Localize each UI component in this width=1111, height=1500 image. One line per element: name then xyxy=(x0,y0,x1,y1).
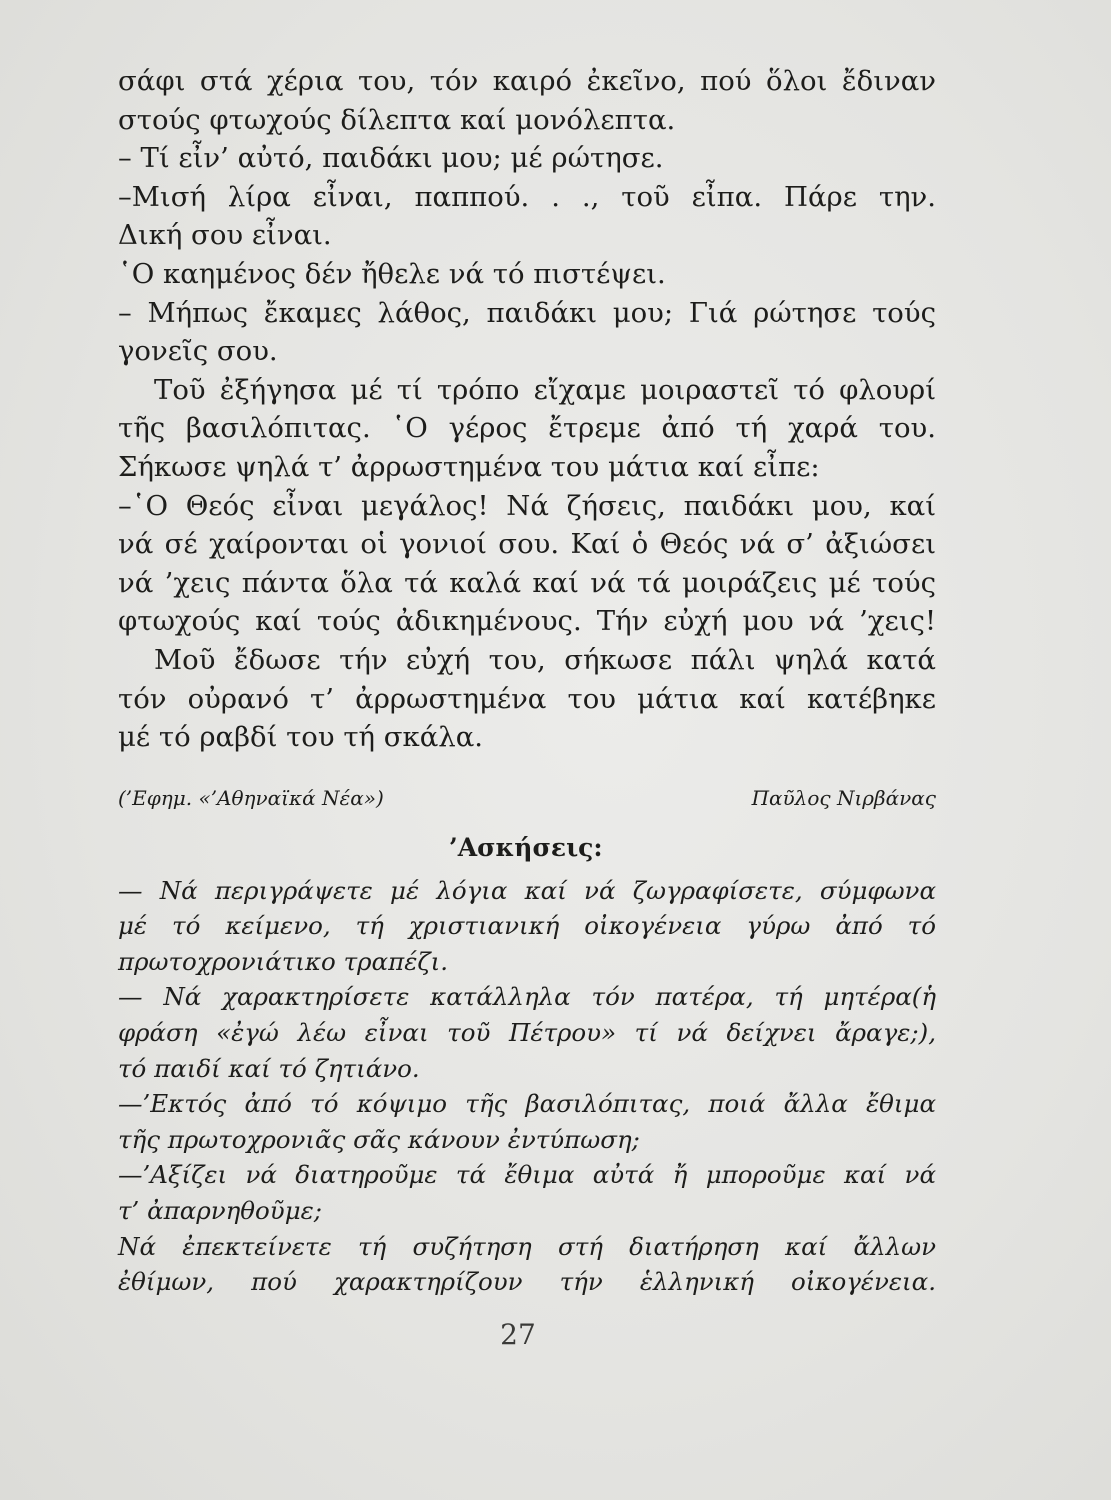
exercise-line: Νά ἐπεκτείνετε τή συζήτηση στή διατήρηση καί ἄλλων xyxy=(118,1231,936,1261)
source-citation: (’Εφημ. «’Αθηναϊκά Νέα») xyxy=(118,785,384,810)
body-line: τόν οὐρανό τ’ ἀρρωστημένα του μάτια καί κατέβηκε xyxy=(118,682,936,715)
body-line: νά σέ χαίρονται οἱ γονιοί σου. Καί ὁ Θεός νά σ’ ἀξιώσει xyxy=(118,528,936,561)
text-column xyxy=(118,62,936,1300)
body-line: φτωχούς καί τούς ἀδικημένους. Τήν εὐχή μου νά ’χεις! xyxy=(118,605,936,638)
exercise-line: ἐθίμων, πού χαρακτηρίζουν τήν ἑλληνική οἰκογένεια. xyxy=(118,1267,936,1297)
body-line: –῾Ο Θεός εἶναι μεγάλος! Νά ζήσεις, παιδάκι μου, καί xyxy=(118,489,936,522)
exercise-line: —’Αξίζει νά διατηροῦμε τά ἔθιμα αὐτά ἤ μποροῦμε καί νά xyxy=(118,1160,936,1190)
author-name: Παῦλος Νιρβάνας xyxy=(751,785,936,810)
exercise-line: τό παιδί καί τό ζητιάνο. xyxy=(118,1053,420,1083)
exercise-line: μέ τό κείμενο, τή χριστιανική οἰκογένεια γύρω ἀπό τό xyxy=(118,911,936,941)
body-line: σάφι στά χέρια του, τόν καιρό ἐκεῖνο, πού ὅλοι ἔδιναν xyxy=(118,65,936,97)
exercises-heading: ’Ασκήσεις: xyxy=(449,832,603,862)
body-line: νά ’χεις πάντα ὅλα τά καλά καί νά τά μοιράζεις μέ τούς xyxy=(118,566,936,599)
body-line: μέ τό ραβδί του τή σκάλα. xyxy=(118,721,484,754)
body-line: ῾Ο καημένος δέν ἤθελε νά τό πιστέψει. xyxy=(118,257,666,290)
body-line: στούς φτωχούς δίλεπτα καί μονόλεπτα. xyxy=(118,103,676,136)
exercise-line: — Νά χαρακτηρίσετε κατάλληλα τόν πατέρα, τή μητέρα(ἡ xyxy=(118,982,936,1012)
page-number: 27 xyxy=(500,1318,536,1351)
body-line: Δική σου εἶναι. xyxy=(118,219,332,252)
body-line: τῆς βασιλόπιτας. ῾Ο γέρος ἔτρεμε ἀπό τή χαρά του. xyxy=(118,412,936,445)
exercise-line: πρωτοχρονιάτικο τραπέζι. xyxy=(118,946,449,976)
exercise-line: φράση «ἐγώ λέω εἶναι τοῦ Πέτρου» τί νά δείχνει ἄραγε;), xyxy=(118,1018,936,1048)
body-line: – Τί εἶν’ αὐτό, παιδάκι μου; μέ ρώτησε. xyxy=(118,142,664,175)
attribution xyxy=(118,779,936,817)
exercise-line: — Νά περιγράψετε μέ λόγια καί νά ζωγραφίσετε, σύμφωνα xyxy=(118,875,936,905)
body-line: γονεῖς σου. xyxy=(118,335,278,368)
exercise-line: τ’ ἀπαρνηθοῦμε; xyxy=(118,1196,323,1226)
body-line: – Μήπως ἔκαμες λάθος, παιδάκι μου; Γιά ρώτησε τούς xyxy=(118,296,936,329)
exercise-line: τῆς πρωτοχρονιᾶς σᾶς κάνουν ἐντύπωση; xyxy=(118,1124,640,1154)
body-line: Σήκωσε ψηλά τ’ ἀρρωστημένα του μάτια καί εἶπε: xyxy=(118,450,820,483)
body-line: –Μισή λίρα εἶναι, παππού. . ., τοῦ εἶπα. Πάρε την. xyxy=(118,180,936,213)
exercise-line: —’Εκτός ἀπό τό κόψιμο τῆς βασιλόπιτας, ποιά ἄλλα ἔθιμα xyxy=(118,1089,936,1119)
body-line: Τοῦ ἐξήγησα μέ τί τρόπο εἴχαμε μοιραστεῖ τό φλουρί xyxy=(154,373,936,406)
body-line: Μοῦ ἔδωσε τήν εὐχή του, σήκωσε πάλι ψηλά κατά xyxy=(154,643,936,676)
